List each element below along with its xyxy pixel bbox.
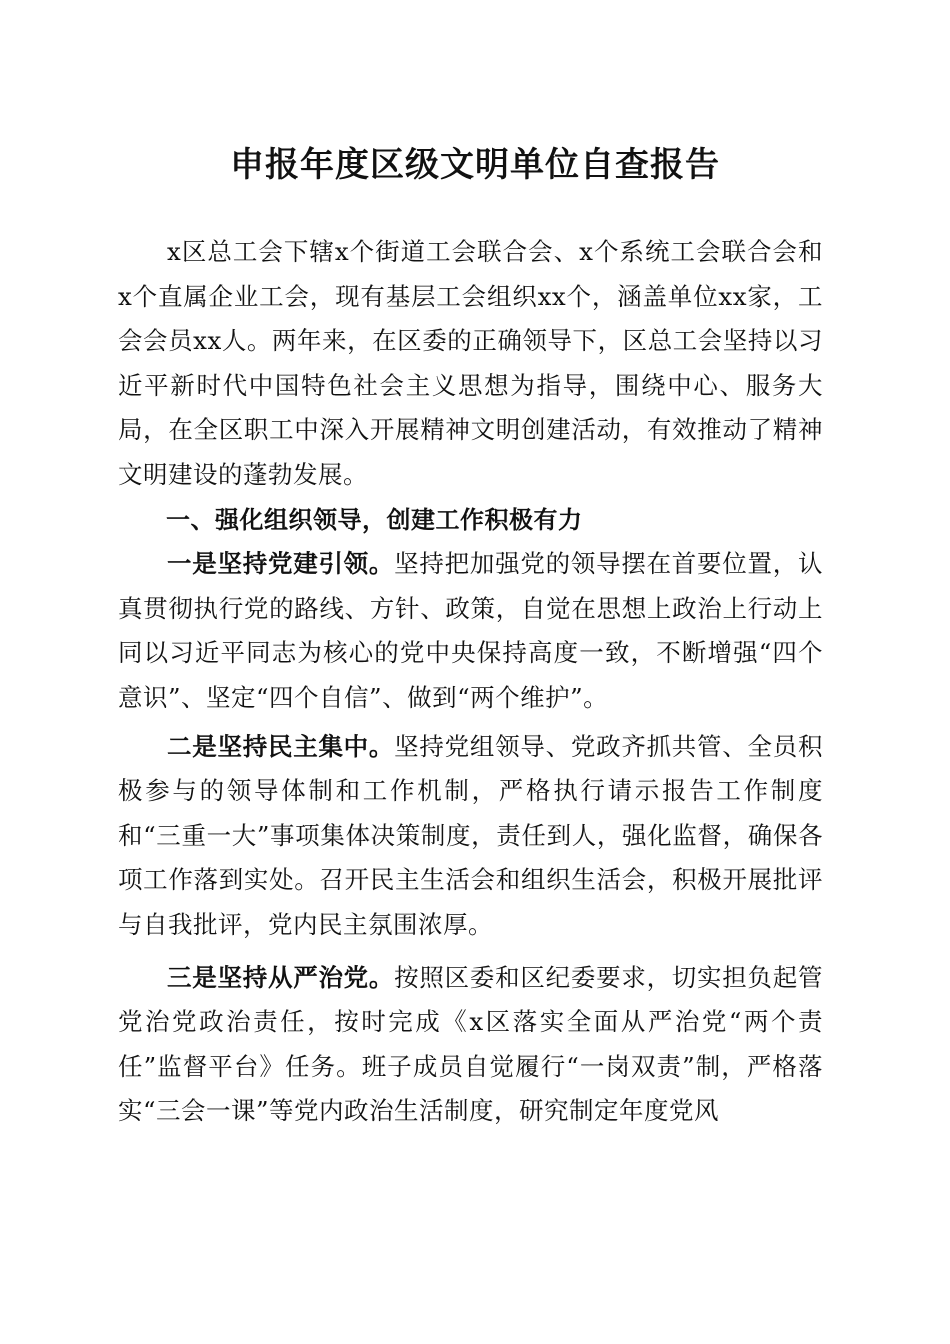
- document-title: 申报年度区级文明单位自查报告: [230, 145, 720, 185]
- paragraph-text: 坚持把加强党的领导摆在首要位置，认真贯彻执行党的路线、方针、政策，自觉在思想上政治上行动上同以习近平同志为核心的党中央保持高度一致，不断增强“四个意识”、坚定“四个自信”、做到“两个维护”。: [118, 549, 824, 712]
- section-heading-1: 一、强化组织领导，创建工作积极有力: [166, 505, 583, 534]
- paragraph-party-leadership: [118, 542, 823, 720]
- paragraph-strict-governance: [118, 956, 823, 1134]
- document-body: [118, 230, 823, 1134]
- paragraph-democratic-centralism: [118, 725, 823, 948]
- paragraph-lead: 二是坚持民主集中。: [167, 731, 395, 761]
- paragraph-text: 坚持党组领导、党政齐抓共管、全员积极参与的领导体制和工作机制，严格执行请示报告工作制度和“三重一大”事项集体决策制度，责任到人，强化监督，确保各项工作落到实处。召开民主生活会和组织生活会，积极开展批评与自我批评，党内民主氛围浓厚。: [118, 731, 824, 939]
- paragraph-lead: 一是坚持党建引领。: [167, 549, 395, 579]
- paragraph-lead: 三是坚持从严治党。: [167, 962, 395, 992]
- intro-paragraph: x区总工会下辖x个街道工会联合会、x个系统工会联合会和x个直属企业工会，现有基层工会组织xx个，涵盖单位xx家，工会会员xx人。两年来，在区委的正确领导下，区总工会坚持以习近平新时代中国特色社会主义思想为指导，围绕中心、服务大局，在全区职工中深入开展精神文明创建活动，有效推动了精神文明建设的蓬勃发展。: [118, 237, 823, 489]
- paragraph-text: 按照区委和区纪委要求，切实担负起管党治党政治责任，按时完成《x区落实全面从严治党“两个责任”监督平台》任务。班子成员自觉履行“一岗双责”制，严格落实“三会一课”等党内政治生活制度，研究制定年度党风: [118, 962, 824, 1126]
